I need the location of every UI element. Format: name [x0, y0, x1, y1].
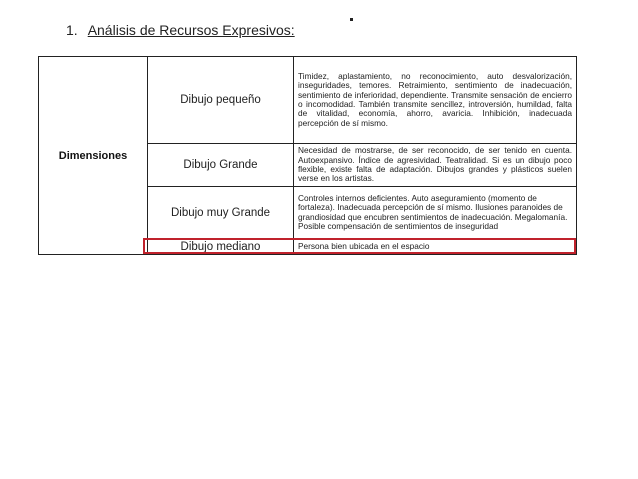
row-description: Controles internos deficientes. Auto aseguramiento (momento de fortaleza). Inadecuada percepción de sí mismo. Ilusiones paranoides de grandiosidad que encubren sentimientos de inadecuación. Megalomanía. Posible compensación de sentimientos de inseguridad — [294, 187, 577, 239]
highlight-box — [143, 238, 576, 254]
stray-mark — [350, 18, 353, 21]
table-row — [39, 57, 577, 144]
section-heading — [66, 22, 295, 38]
row-label: Dibujo mediano — [148, 239, 294, 255]
heading-title: Análisis de Recursos Expresivos: — [87, 22, 295, 38]
row-description: Timidez, aplastamiento, no reconocimiento, auto desvalorización, inseguridades, temores. Retraimiento, sentimiento de inadecuación, sentimiento de inferioridad, dependiente. Transmite sensación de encierro o incomodidad. También transmite sencillez, introversión, humildad, falta de vitalidad, economía, ahorro, avaricia. Inhibición, inadecuada percepción de sí mismo. — [294, 57, 577, 144]
row-label: Dibujo muy Grande — [148, 187, 294, 239]
row-label: Dibujo pequeño — [148, 57, 294, 144]
heading-number: 1. — [66, 22, 78, 38]
row-description: Necesidad de mostrarse, de ser reconocido, de ser tenido en cuenta. Autoexpansivo. Índice de agresividad. Teatralidad. Si es un dibujo poco flexible, existe falta de adaptación. Dibujos grandes y plásticos suelen verse en los artistas. — [294, 144, 577, 187]
dimensions-label: Dimensiones — [39, 57, 148, 255]
row-description: Persona bien ubicada en el espacio — [294, 239, 577, 255]
row-label: Dibujo Grande — [148, 144, 294, 187]
expressive-resources-table — [38, 56, 577, 255]
